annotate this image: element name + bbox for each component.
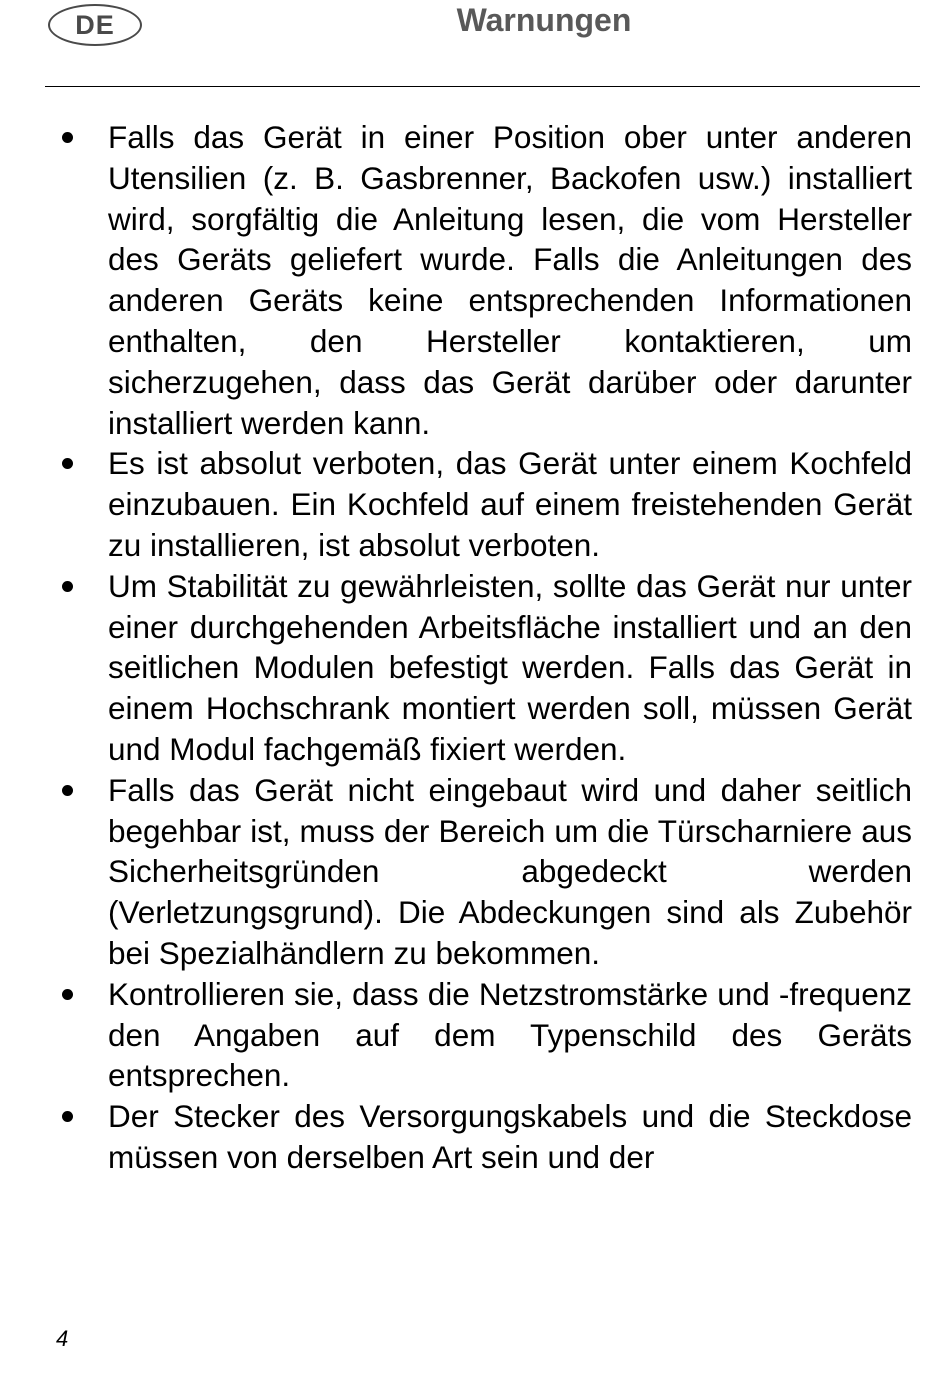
warnings-list: [56, 117, 912, 1178]
bullet-icon: [62, 458, 73, 469]
warning-text: Der Stecker des Versorgungskabels und die Steckdose müssen von derselben Art sein und der: [108, 1098, 912, 1175]
bullet-icon: [62, 785, 73, 796]
list-item: [56, 117, 912, 443]
page-title: Warnungen: [456, 2, 632, 38]
bullet-icon: [62, 132, 73, 143]
bullet-icon: [62, 989, 73, 1000]
bullet-icon: [62, 581, 73, 592]
warning-text: Falls das Gerät in einer Position ober unter anderen Utensilien (z. B. Gasbrenner, Backofen usw.) installiert wird, sorgfältig die Anleitung lesen, die vom Hersteller des Geräts geliefert wurde. Falls die Anleitungen des anderen Geräts keine entsprechenden Informationen enthalten, den Hersteller kontaktieren, um sicherzugehen, dass das Gerät darüber oder darunter installiert werden kann.: [108, 119, 912, 441]
list-item: [56, 770, 912, 974]
bullet-icon: [62, 1111, 73, 1122]
list-item: [56, 443, 912, 565]
warnings-section: [56, 117, 912, 1178]
header-divider: [45, 86, 920, 87]
warning-text: Kontrollieren sie, dass die Netzstromstärke und -frequenz den Angaben auf dem Typenschild des Geräts entsprechen.: [108, 975, 912, 1094]
list-item: [56, 974, 912, 1096]
warning-text: Es ist absolut verboten, das Gerät unter einem Kochfeld einzubauen. Ein Kochfeld auf einem freistehenden Gerät zu installieren, ist absolut verboten.: [108, 445, 912, 563]
list-item: [56, 1096, 912, 1178]
language-badge-label: DE: [75, 9, 115, 40]
list-item: [56, 566, 912, 770]
warning-text: Um Stabilität zu gewährleisten, sollte das Gerät nur unter einer durchgehenden Arbeitsfläche installiert und an den seitlichen Modulen befestigt werden. Falls das Gerät in einem Hochschrank montiert werden soll, müssen Gerät und Modul fachgemäß fixiert werden.: [108, 567, 912, 767]
page-number: 4: [56, 1326, 69, 1351]
warning-text: Falls das Gerät nicht eingebaut wird und daher seitlich begehbar ist, muss der Bereich um die Türscharniere aus Sicherheitsgründen abgedeckt werden (Verletzungsgrund). Die Abdeckungen sind als Zubehör bei Spezialhändlern zu bekommen.: [108, 771, 912, 971]
